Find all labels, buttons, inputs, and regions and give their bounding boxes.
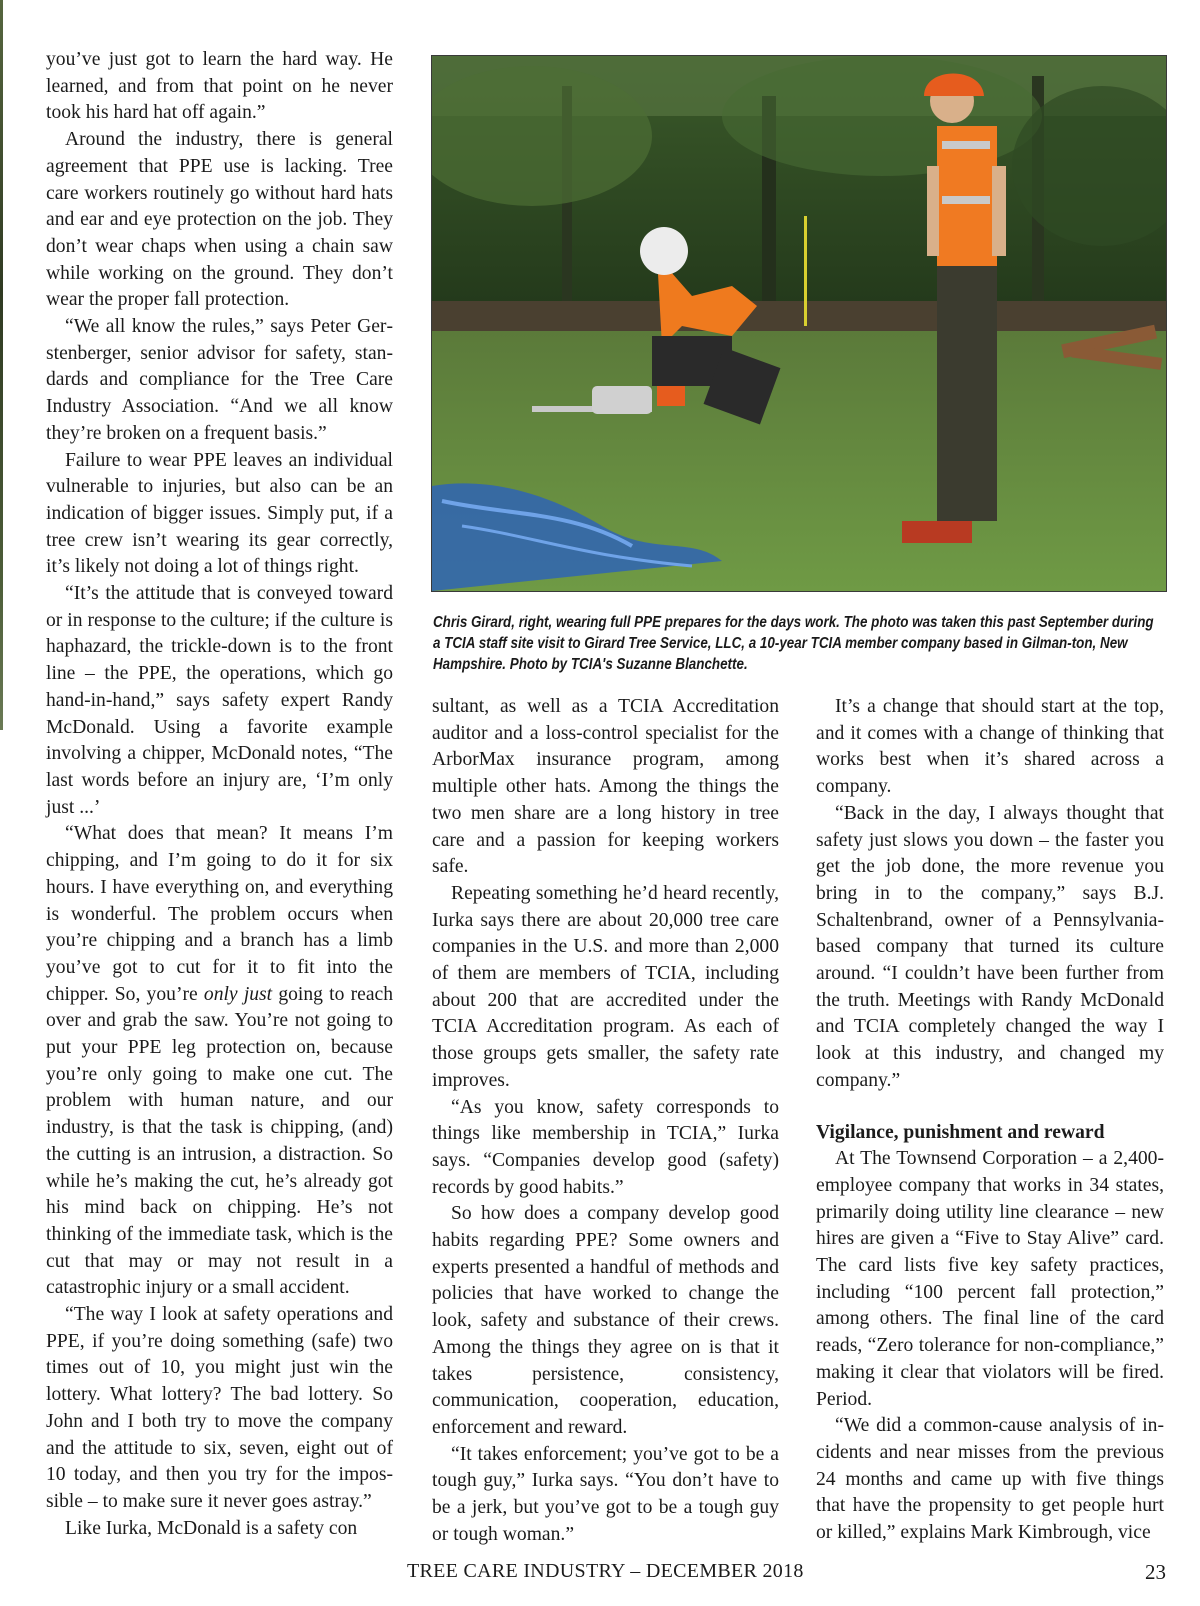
paragraph: “The way I look at safety operations and PPE, if you’re doing something (safe) two times out of 10, you might just win the lottery. What lottery? The bad lottery. So John and I both try to move the company and the attitude to six, seven, eight out of 10 today, and then you try for the impossible – to make sure it never goes astray.” (46, 1304, 393, 1512)
photo-tree-workers (431, 55, 1167, 592)
paragraph: “It’s the attitude that is conveyed toward or in response to the culture; if the culture is haphazard, the trickle-down is to the front line – the PPE, the operations, which go hand-in-hand,” says safety expert Randy McDonald. Using a favorite example involving a chipper, McDonald notes, “The last words before an injury are, ‘I’m only just ...’ (46, 583, 393, 818)
page-number: 23 (1145, 1560, 1166, 1584)
paragraph (46, 821, 393, 1302)
adjacent-page-edge (0, 0, 3, 730)
paragraph: At The Townsend Corporation – a 2,400-employee company that works in 34 states, primarily doing utility line clearance – new hires are given a “Five to Stay Alive” card. The card lists five key safety practices, including “100 percent fall protection,” among others. The final line of the card reads, “Zero tolerance for non-compliance,” making it clear that violators will be fired. Period. (816, 1148, 1164, 1410)
photo-illustration (432, 56, 1166, 591)
paragraph: “It takes enforcement; you’ve got to be a tough guy,” Iurka says. “You don’t have to be a jerk, but you’ve got to be a tough guy or tough woman.” (432, 1443, 779, 1545)
paragraph: “As you know, safety corresponds to things like membership in TCIA,” Iurka says. “Companies develop good (safety) records by good habits.” (432, 1096, 779, 1198)
page-footer (0, 1560, 1200, 1590)
paragraph: “Back in the day, I always thought that safety just slows you down – the faster you get the job done, the more revenue you bring in to the company,” says B.J. Schaltenbrand, owner of a Pennsylvania-based company that turned its culture around. “I couldn’t have been further from the truth. Meetings with Randy McDonald and TCIA completely changed the way I look at this industry, and changed my company.” (816, 802, 1164, 1091)
publication-line: TREE CARE INDUSTRY – DECEMBER 2018 (407, 1560, 804, 1582)
paragraph: Like Iurka, McDonald is a safety con (65, 1517, 358, 1539)
paragraph: you’ve just got to learn the hard way. He learned, and from that point on he never took his hard hat off again.” (46, 49, 393, 124)
photo-caption: Chris Girard, right, wearing full PPE prepares for the days work. The photo was taken this past September during a TCIA staff site visit to Girard Tree Service, LLC, a 10-year TCIA member company based in Gilman-ton, New Hampshire. Photo by TCIA's Suzanne Blanchette. (433, 614, 1154, 673)
paragraph: sultant, as well as a TCIA Accreditation auditor and a loss-control specialist for the ArborMax insurance program, among multiple other hats. Among the things the two men share are a long history in tree care and a passion for keeping workers safe. (432, 696, 779, 878)
text-column-right (816, 694, 1164, 1547)
text-column-left (46, 47, 393, 1542)
text-run: going to reach over and grab the saw. You’re not going to put your PPE leg protection on, because you’re only going to make one cut. The problem with human nature, and our industry, is that the task is chipping, (and) the cutting is an intrusion, a distraction. So while he’s making the cut, he’s already got his mind back on chipping. He’s not thinking of the immediate task, which is the cut that may or may not result in a catastrophic injury or a small accident. (46, 983, 394, 1299)
text-run: “What does that mean? It means I’m chipping, and I’m going to do it for six hours. I have everything on, and everything is wonderful. The problem occurs when you’re chipping and a branch has a limb you’ve got to cut for it to fit into the chipper. So, you’re (46, 823, 393, 1005)
paragraph: Around the industry, there is general agreement that PPE use is lacking. Tree care workers routinely go without hard hats and ear and eye protection on the job. They don’t wear chaps when using a chain saw while working on the ground. They don’t wear the proper fall protection. (46, 129, 393, 311)
paragraph: So how does a company develop good habits regarding PPE? Some owners and experts presented a handful of methods and policies that have worked to change the look, safety and substance of their crews. Among the things they agree on is that it takes persistence, consistency, communication, cooperation, education, enforcement and reward. (432, 1203, 779, 1438)
paragraph: It’s a change that should start at the top, and it comes with a change of thinking that works best when it’s shared across a company. (816, 696, 1164, 798)
emphasis-text: only just (203, 983, 273, 1005)
paragraph: “We all know the rules,” says Peter Gerstenberger, senior advisor for safety, standards and compliance for the Tree Care Industry Association. “And we all know they’re broken on a frequent basis.” (46, 316, 393, 444)
paragraph: Failure to wear PPE leaves an individual vulnerable to injuries, but also can be an indication of bigger issues. Simply put, if a tree crew isn’t wearing its gear correctly, it’s likely not doing a lot of things right. (46, 449, 393, 578)
text-column-middle (432, 694, 779, 1549)
paragraph: Repeating something he’d heard recently, Iurka says there are about 20,000 tree care companies in the U.S. and more than 2,000 of them are members of TCIA, including about 200 that are accredited under the TCIA Accreditation program. As each of those groups gets smaller, the safety rate improves. (432, 882, 779, 1091)
section-heading: Vigilance, punishment and reward (816, 1121, 1105, 1143)
paragraph: “We did a common-cause analysis of incidents and near misses from the previous 24 months and came up with five things that have the propensity to get people hurt or killed,” explains Mark Kimbrough, vice (816, 1415, 1164, 1544)
